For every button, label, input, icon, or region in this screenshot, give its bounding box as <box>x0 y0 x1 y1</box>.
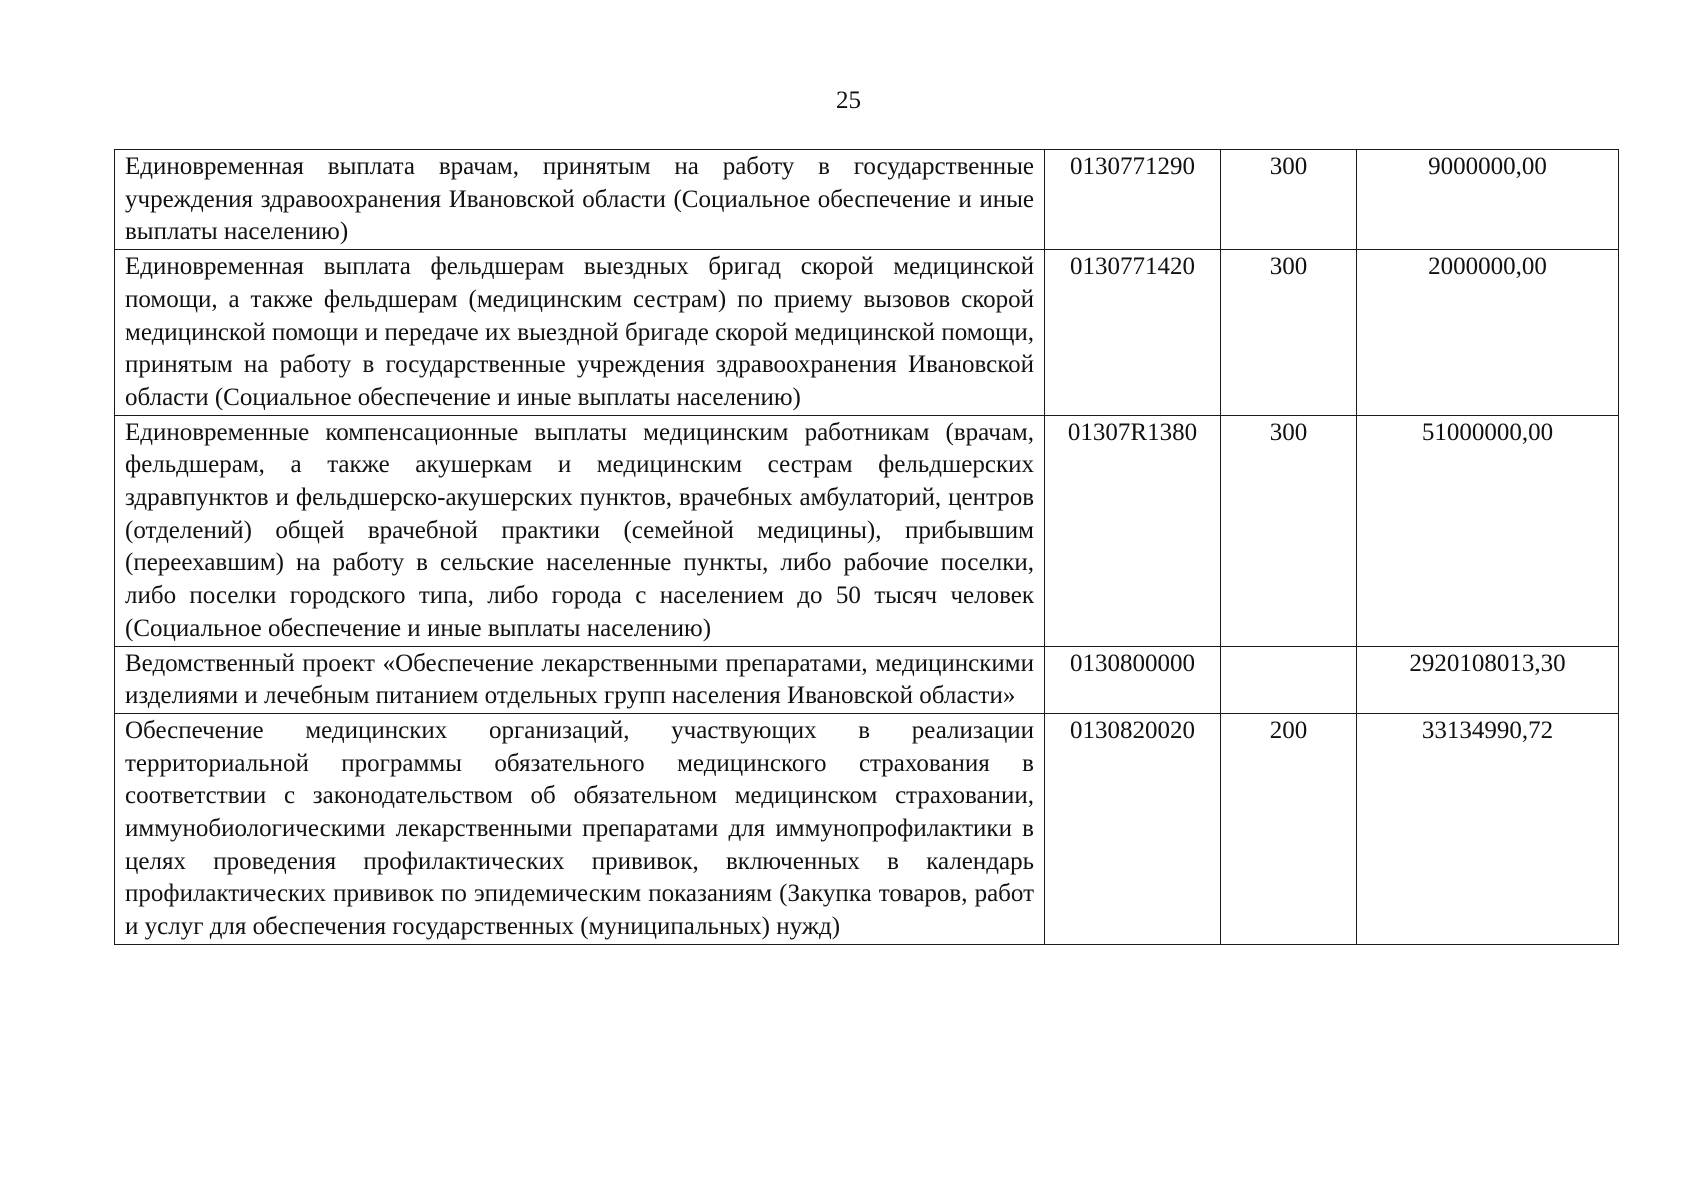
row-expense-type <box>1221 646 1357 713</box>
budget-table <box>114 149 1619 945</box>
table-row <box>115 713 1619 944</box>
page-number: 25 <box>836 87 861 114</box>
row-target-code: 0130771420 <box>1045 250 1221 416</box>
row-target-code: 01307R1380 <box>1045 415 1221 646</box>
table-row <box>115 250 1619 416</box>
row-expense-type: 300 <box>1221 415 1357 646</box>
row-description: Единовременная выплата врачам, принятым на работу в государственные учреждения здравоохранения Ивановской области (Социальное обеспечение и иные выплаты населению) <box>115 150 1045 250</box>
row-target-code: 0130800000 <box>1045 646 1221 713</box>
row-description: Единовременная выплата фельдшерам выездных бригад скорой медицинской помощи, а также фельдшерам (медицинским сестрам) по приему вызовов скорой медицинской помощи и передаче их выездной бригаде скорой медицинской помощи, принятым на работу в государственные учреждения здравоохранения Ивановской области (Социальное обеспечение и иные выплаты населению) <box>115 250 1045 416</box>
row-description: Ведомственный проект «Обеспечение лекарственными препаратами, медицинскими изделиями и лечебным питанием отдельных групп населения Ивановской области» <box>115 646 1045 713</box>
row-amount: 51000000,00 <box>1357 415 1619 646</box>
row-amount: 2000000,00 <box>1357 250 1619 416</box>
table-row <box>115 415 1619 646</box>
row-expense-type: 300 <box>1221 150 1357 250</box>
row-amount: 33134990,72 <box>1357 713 1619 944</box>
table-row <box>115 150 1619 250</box>
row-description: Единовременные компенсационные выплаты медицинским работникам (врачам, фельдшерам, а также акушеркам и медицинским сестрам фельдшерских здравпунктов и фельдшерско-акушерских пунктов, врачебных амбулаторий, центров (отделений) общей врачебной практики (семейной медицины), прибывшим (переехавшим) на работу в сельские населенные пункты, либо рабочие поселки, либо поселки городского типа, либо города с населением до 50 тысяч человек (Социальное обеспечение и иные выплаты населению) <box>115 415 1045 646</box>
row-amount: 2920108013,30 <box>1357 646 1619 713</box>
row-target-code: 0130820020 <box>1045 713 1221 944</box>
row-expense-type: 200 <box>1221 713 1357 944</box>
row-description: Обеспечение медицинских организаций, участвующих в реализации территориальной программы обязательного медицинского страхования в соответствии с законодательством об обязательном медицинском страховании, иммунобиологическими лекарственными препаратами для иммунопрофилактики в целях проведения профилактических прививок, включенных в календарь профилактических прививок по эпидемическим показаниям (Закупка товаров, работ и услуг для обеспечения государственных (муниципальных) нужд) <box>115 713 1045 944</box>
row-expense-type: 300 <box>1221 250 1357 416</box>
table-row <box>115 646 1619 713</box>
row-amount: 9000000,00 <box>1357 150 1619 250</box>
row-target-code: 0130771290 <box>1045 150 1221 250</box>
